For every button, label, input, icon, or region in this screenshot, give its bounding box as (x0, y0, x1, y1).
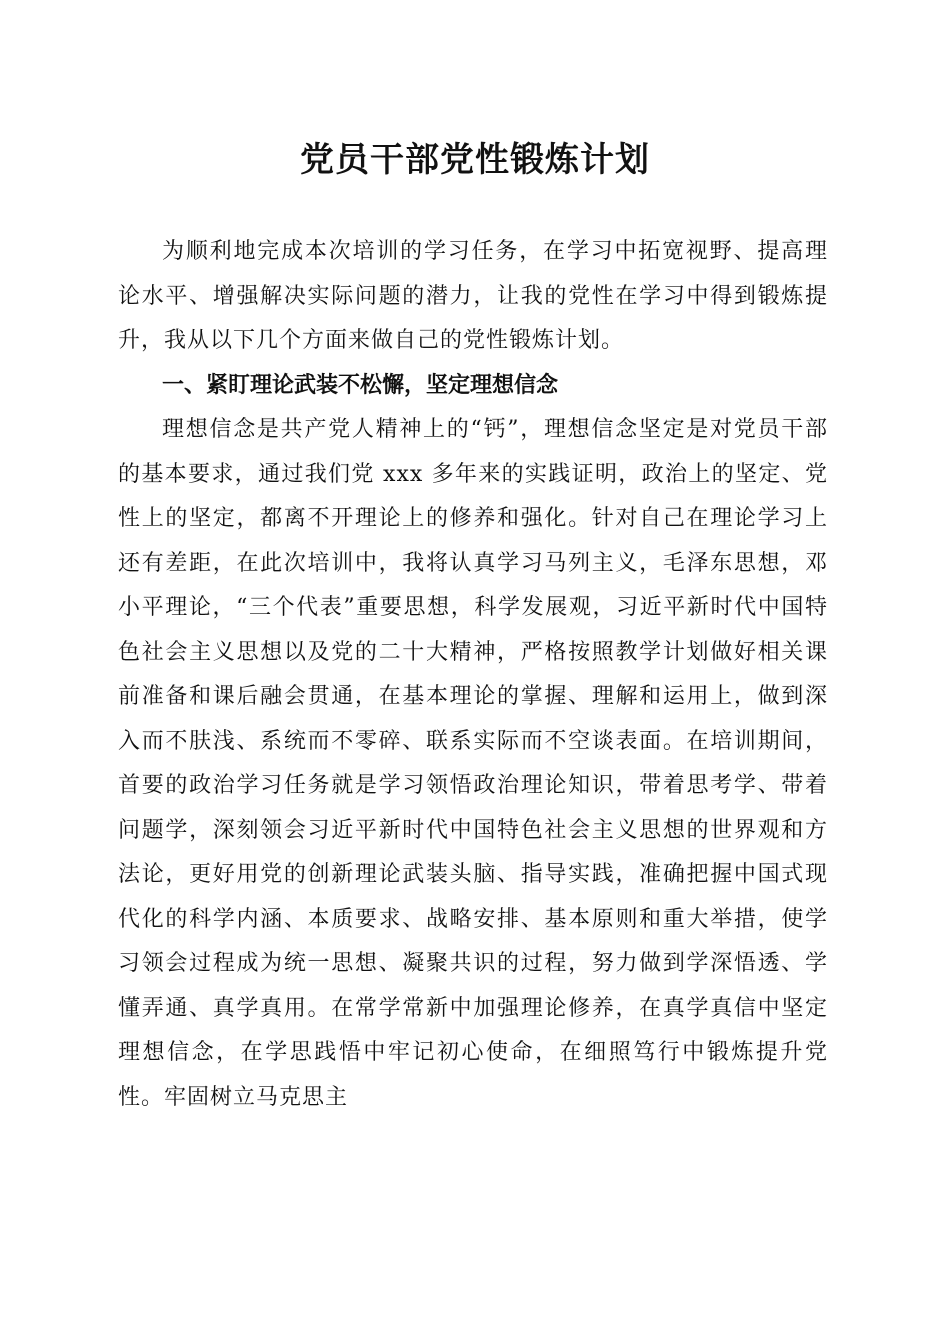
section-1-paragraph: 理想信念是共产党人精神上的“钙”，理想信念坚定是对党员干部的基本要求，通过我们党 xxx 多年来的实践证明，政治上的坚定、党性上的坚定，都离不开理论上的修养和强化。针对自己在理论学习上还有差距，在此次培训中，我将认真学习马列主义，毛泽东思想，邓小平理论，“三个代表”重要思想，科学发展观，习近平新时代中国特色社会主义思想以及党的二十大精神，严格按照教学计划做好相关课前准备和课后融会贯通，在基本理论的掌握、理解和运用上，做到深入而不肤浅、系统而不零碎、联系实际而不空谈表面。在培训期间，首要的政治学习任务就是学习领悟政治理论知识，带着思考学、带着问题学，深刻领会习近平新时代中国特色社会主义思想的世界观和方法论，更好用党的创新理论武装头脑、指导实践，准确把握中国式现代化的科学内涵、本质要求、战略安排、基本原则和重大举措，使学习领会过程成为统一思想、凝聚共识的过程，努力做到学深悟透、学懂弄通、真学真用。在常学常新中加强理论修养，在真学真信中坚定理想信念，在学思践悟中牢记初心使命，在细照笃行中锻炼提升党性。牢固树立马克思主 (118, 417, 828, 1110)
intro-paragraph: 为顺利地完成本次培训的学习任务，在学习中拓宽视野、提高理论水平、增强解决实际问题的潜力，让我的党性在学习中得到锻炼提升，我从以下几个方面来做自己的党性锻炼计划。 (118, 239, 828, 353)
section-1-heading: 一、紧盯理论武装不松懈，坚定理想信念 (162, 372, 559, 398)
document-body (118, 230, 828, 1120)
document-title: 党员干部党性锻炼计划 (300, 140, 650, 180)
